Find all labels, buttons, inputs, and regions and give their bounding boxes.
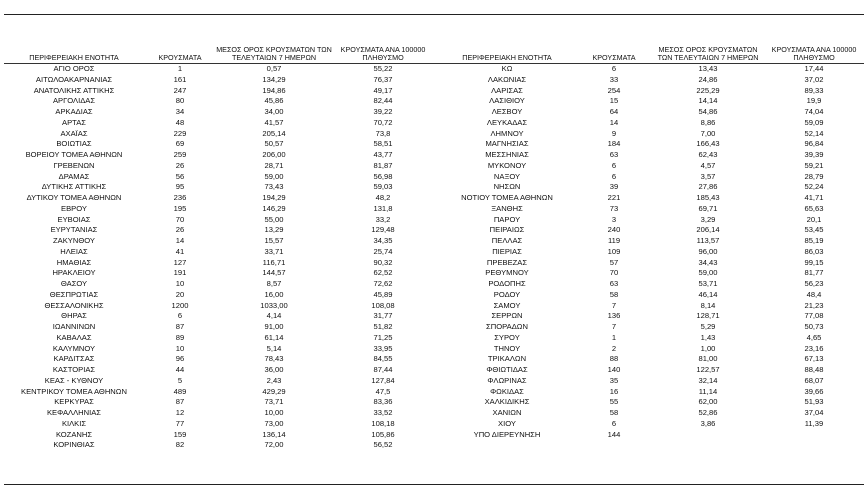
avg7-cell: 1,43 (700, 332, 716, 342)
region-cell: ΦΩΚΙΔΑΣ (490, 386, 524, 396)
region-cell: ΜΥΚΟΝΟΥ (487, 160, 527, 170)
avg7-cell: 13,29 (264, 225, 284, 235)
region-cell: ΦΛΩΡΙΝΑΣ (487, 375, 527, 385)
region-cell: ΚΕΝΤΡΙΚΟΥ ΤΟΜΕΑ ΑΘΗΝΩΝ (21, 386, 127, 396)
per100k-cell: 88,48 (804, 365, 824, 374)
header-per100k: ΚΡΟΥΣΜΑΤΑ ΑΝΑ 100000 ΠΛΗΘΥΣΜΟ (340, 44, 426, 63)
cases-cell: 6 (611, 418, 617, 428)
cases-cell: 489 (173, 386, 187, 396)
avg7-cell: 61,14 (264, 332, 284, 342)
region-cell: ΠΙΕΡΙΑΣ (492, 246, 522, 256)
cases-cell: 70 (609, 268, 619, 278)
per100k-cell: 19,9 (806, 96, 822, 106)
cases-cell: 254 (607, 85, 621, 95)
avg7-cell: 59,00 (698, 268, 718, 278)
per100k-cell: 53,45 (804, 225, 824, 235)
cases-cell: 221 (607, 193, 621, 202)
region-cell: ΓΡΕΒΕΝΩΝ (53, 160, 95, 170)
per100k-cell: 37,02 (804, 74, 824, 84)
bottom-rule (4, 484, 864, 485)
cases-cell: 236 (173, 193, 187, 202)
region-cell: ΝΑΞΟΥ (493, 171, 521, 181)
cases-cell: 161 (173, 74, 187, 84)
avg7-cell: 1033,00 (260, 300, 288, 310)
cases-cell: 80 (175, 96, 185, 106)
per100k-cell: 68,07 (804, 375, 824, 385)
avg7-cell: 8,86 (700, 117, 716, 127)
region-cell: ΧΑΝΙΩΝ (492, 408, 522, 417)
region-cell: ΗΜΑΘΙΑΣ (56, 257, 92, 267)
per100k-cell: 108,08 (371, 300, 395, 310)
avg7-cell: 46,14 (698, 289, 718, 299)
header-cases: ΚΡΟΥΣΜΑΤΑ (592, 53, 636, 63)
cases-cell: 10 (175, 279, 185, 288)
region-cell: ΑΓΙΟ ΟΡΟΣ (53, 64, 95, 73)
cases-cell: 12 (175, 408, 185, 417)
cases-cell: 136 (607, 311, 621, 321)
cases-cell: 184 (607, 139, 621, 149)
cases-cell: 195 (173, 203, 187, 213)
region-cell: ΚΑΒΑΛΑΣ (56, 332, 92, 342)
per100k-cell: 37,04 (804, 408, 824, 417)
region-cell: ΤΗΝΟΥ (493, 343, 521, 353)
avg7-cell: 225,29 (696, 85, 720, 95)
avg7-cell: 73,00 (264, 418, 284, 428)
per100k-cell: 39,22 (373, 107, 393, 116)
region-cell: ΣΠΟΡΑΔΩΝ (486, 322, 528, 331)
cases-cell: 2 (611, 343, 617, 353)
per100k-cell: 129,48 (371, 225, 395, 235)
per100k-cell: 72,62 (373, 279, 393, 288)
avg7-cell: 4,14 (266, 311, 282, 321)
region-cell: ΛΗΜΝΟΥ (490, 128, 524, 138)
per100k-cell: 82,44 (373, 96, 393, 106)
cases-cell: 69 (175, 139, 185, 149)
per100k-cell: 96,84 (804, 139, 824, 149)
per100k-cell: 4,65 (806, 332, 822, 342)
per100k-cell: 33,52 (373, 408, 393, 417)
region-cell: ΦΘΙΩΤΙΔΑΣ (486, 365, 528, 374)
per100k-cell: 67,13 (804, 354, 824, 364)
region-cell: ΛΑΡΙΣΑΣ (491, 85, 523, 95)
per100k-cell: 81,87 (373, 160, 393, 170)
per100k-cell: 45,89 (373, 289, 393, 299)
cases-cell: 39 (609, 182, 619, 192)
per100k-cell: 86,03 (804, 246, 824, 256)
cases-cell: 259 (173, 150, 187, 159)
per100k-cell: 48,2 (375, 193, 391, 202)
cases-cell: 63 (609, 150, 619, 159)
avg7-cell: 69,71 (698, 203, 718, 213)
region-cell: ΒΟΡΕΙΟΥ ΤΟΜΕΑ ΑΘΗΝΩΝ (25, 150, 123, 159)
avg7-cell: 15,57 (264, 236, 284, 245)
region-cell: ΡΕΘΥΜΝΟΥ (485, 268, 529, 278)
cases-cell: 63 (609, 279, 619, 288)
per100k-cell: 73,8 (375, 128, 391, 138)
per100k-cell: 105,86 (371, 429, 395, 439)
avg7-cell: 429,29 (262, 386, 286, 396)
avg7-cell: 144,57 (262, 268, 286, 278)
per100k-cell: 48,4 (806, 289, 822, 299)
cases-cell: 73 (609, 203, 619, 213)
region-cell: ΥΠΟ ΔΙΕΡΕΥΝΗΣΗ (473, 429, 541, 439)
region-cell: ΑΡΤΑΣ (62, 117, 86, 127)
region-cell: ΡΟΔΟΠΗΣ (488, 279, 526, 288)
avg7-cell: 73,71 (264, 397, 284, 407)
cases-cell: 33 (609, 74, 619, 84)
cases-cell: 41 (175, 246, 185, 256)
avg7-cell: 116,71 (262, 257, 286, 267)
cases-cell: 16 (609, 386, 619, 396)
cases-cell: 89 (175, 332, 185, 342)
region-cell: ΧΙΟΥ (498, 418, 516, 428)
avg7-cell: 96,00 (698, 246, 718, 256)
cases-cell: 87 (175, 397, 185, 407)
per100k-cell: 50,73 (804, 322, 824, 331)
per100k-cell: 21,23 (804, 300, 824, 310)
cases-cell: 96 (175, 354, 185, 364)
per100k-cell: 84,55 (373, 354, 393, 364)
region-cell: ΠΑΡΟΥ (493, 214, 521, 224)
avg7-cell: 113,57 (696, 236, 720, 245)
per100k-cell: 70,72 (373, 117, 393, 127)
region-cell: ΚΑΛΥΜΝΟΥ (52, 343, 96, 353)
header-cases: ΚΡΟΥΣΜΑΤΑ (158, 53, 202, 63)
avg7-cell: 36,00 (264, 365, 284, 374)
region-cell: ΘΕΣΣΑΛΟΝΙΚΗΣ (44, 300, 104, 310)
per100k-cell: 56,52 (373, 440, 393, 450)
per100k-cell: 89,33 (804, 85, 824, 95)
cases-cell: 119 (607, 236, 621, 245)
region-cell: ΝΗΣΩΝ (493, 182, 521, 192)
region-cell: ΞΑΝΘΗΣ (491, 203, 523, 213)
per100k-cell: 33,2 (375, 214, 391, 224)
region-cell: ΚΑΡΔΙΤΣΑΣ (53, 354, 95, 364)
avg7-cell: 7,00 (700, 128, 716, 138)
header-avg7: ΜΕΣΟΣ ΟΡΟΣ ΚΡΟΥΣΜΑΤΩΝ ΤΩΝ ΤΕΛΕΥΤΑΙΩΝ 7 ΗΜΕΡΩΝ (657, 44, 759, 63)
per100k-cell: 56,98 (373, 171, 393, 181)
header-region: ΠΕΡΙΦΕΡΕΙΑΚΗ ΕΝΟΤΗΤΑ (462, 53, 552, 63)
per100k-cell: 127,84 (371, 375, 395, 385)
region-cell: ΘΗΡΑΣ (61, 311, 87, 321)
cases-cell: 55 (609, 397, 619, 407)
avg7-cell: 14,14 (698, 96, 718, 106)
avg7-cell: 33,71 (264, 246, 284, 256)
region-cell: ΑΙΤΩΛΟΑΚΑΡΝΑΝΙΑΣ (35, 74, 113, 84)
region-cell: ΛΕΣΒΟΥ (491, 107, 523, 116)
cases-cell: 6 (611, 64, 617, 73)
per100k-cell: 39,66 (804, 386, 824, 396)
region-cell: ΡΟΔΟΥ (493, 289, 521, 299)
avg7-cell: 146,29 (262, 203, 286, 213)
avg7-cell: 16,00 (264, 289, 284, 299)
per100k-cell: 47,5 (375, 386, 391, 396)
cases-cell: 10 (175, 343, 185, 353)
avg7-cell: 10,00 (264, 408, 284, 417)
region-cell: ΚΩ (501, 64, 513, 73)
cases-cell: 95 (175, 182, 185, 192)
region-cell: ΒΟΙΩΤΙΑΣ (56, 139, 92, 149)
avg7-cell: 5,29 (700, 322, 716, 331)
avg7-cell: 5,14 (266, 343, 282, 353)
cases-cell: 14 (609, 117, 619, 127)
avg7-cell: 8,14 (700, 300, 716, 310)
avg7-cell: 34,00 (264, 107, 284, 116)
per100k-cell: 71,25 (373, 332, 393, 342)
avg7-cell: 13,43 (698, 64, 718, 73)
cases-cell: 127 (173, 257, 187, 267)
cases-cell: 7 (611, 300, 617, 310)
avg7-cell: 59,00 (264, 171, 284, 181)
cases-cell: 26 (175, 225, 185, 235)
per100k-cell: 33,95 (373, 343, 393, 353)
avg7-cell: 3,29 (700, 214, 716, 224)
cases-cell: 240 (607, 225, 621, 235)
cases-cell: 1 (177, 64, 183, 73)
region-cell: ΕΒΡΟΥ (61, 203, 87, 213)
per100k-cell: 23,16 (804, 343, 824, 353)
per100k-cell: 41,71 (804, 193, 824, 202)
region-cell: ΔΡΑΜΑΣ (58, 171, 90, 181)
cases-cell: 1200 (171, 300, 189, 310)
region-cell: ΣΥΡΟΥ (494, 332, 520, 342)
region-cell: ΕΥΒΟΙΑΣ (57, 214, 91, 224)
per100k-cell: 77,08 (804, 311, 824, 321)
avg7-cell: 55,00 (264, 214, 284, 224)
region-cell: ΙΩΑΝΝΙΝΩΝ (52, 322, 96, 331)
avg7-cell: 4,57 (700, 160, 716, 170)
cases-cell: 144 (607, 429, 621, 439)
avg7-cell: 62,43 (698, 150, 718, 159)
per100k-cell: 11,39 (804, 418, 824, 428)
avg7-cell: 185,43 (696, 193, 720, 202)
region-cell: ΛΑΣΙΘΙΟΥ (489, 96, 525, 106)
top-rule (4, 14, 864, 15)
avg7-cell: 50,57 (264, 139, 284, 149)
per100k-cell: 59,09 (804, 117, 824, 127)
region-cell: ΝΟΤΙΟΥ ΤΟΜΕΑ ΑΘΗΝΩΝ (461, 193, 553, 202)
header-per100k: ΚΡΟΥΣΜΑΤΑ ΑΝΑ 100000 ΠΛΗΘΥΣΜΟ (771, 44, 857, 63)
cases-cell: 57 (609, 257, 619, 267)
region-cell: ΘΕΣΠΡΩΤΙΑΣ (49, 289, 99, 299)
cases-cell: 140 (607, 365, 621, 374)
per100k-cell: 58,51 (373, 139, 393, 149)
avg7-cell: 2,43 (266, 375, 282, 385)
region-cell: ΔΥΤΙΚΗΣ ΑΤΤΙΚΗΣ (41, 182, 107, 192)
per100k-cell: 43,77 (373, 150, 393, 159)
cases-cell: 6 (611, 160, 617, 170)
cases-cell: 20 (175, 289, 185, 299)
region-cell: ΣΕΡΡΩΝ (491, 311, 523, 321)
region-cell: ΠΕΙΡΑΙΩΣ (489, 225, 525, 235)
cases-cell: 6 (177, 311, 183, 321)
region-cell: ΤΡΙΚΑΛΩΝ (487, 354, 527, 364)
cases-cell: 58 (609, 408, 619, 417)
region-cell: ΖΑΚΥΝΘΟΥ (53, 236, 95, 245)
region-cell: ΠΕΛΛΑΣ (491, 236, 523, 245)
region-cell: ΚΟΖΑΝΗΣ (55, 429, 93, 439)
per100k-cell: 76,37 (373, 74, 393, 84)
region-cell: ΚΙΛΚΙΣ (61, 418, 87, 428)
avg7-cell: 81,00 (698, 354, 718, 364)
per100k-cell: 20,1 (806, 214, 822, 224)
per100k-cell: 59,21 (804, 160, 824, 170)
per100k-cell: 51,82 (373, 322, 393, 331)
region-cell: ΑΧΑΪΑΣ (60, 128, 88, 138)
avg7-cell: 54,86 (698, 107, 718, 116)
per100k-cell: 28,79 (804, 171, 824, 181)
region-cell: ΚΕΦΑΛΛΗΝΙΑΣ (46, 408, 102, 417)
per100k-cell: 85,19 (804, 236, 824, 245)
avg7-cell: 11,14 (698, 386, 718, 396)
per100k-cell: 81,77 (804, 268, 824, 278)
region-cell: ΛΑΚΩΝΙΑΣ (487, 74, 527, 84)
cases-cell: 191 (173, 268, 187, 278)
region-cell: ΧΑΛΚΙΔΙΚΗΣ (484, 397, 530, 407)
cases-cell: 9 (611, 128, 617, 138)
region-cell: ΑΡΓΟΛΙΔΑΣ (52, 96, 96, 106)
per100k-cell: 51,93 (804, 397, 824, 407)
per100k-cell: 90,32 (373, 257, 393, 267)
header-region: ΠΕΡΙΦΕΡΕΙΑΚΗ ΕΝΟΤΗΤΑ (29, 53, 119, 63)
per100k-cell: 56,23 (804, 279, 824, 288)
cases-cell: 14 (175, 236, 185, 245)
per100k-cell: 52,24 (804, 182, 824, 192)
region-cell: ΚΕΡΚΥΡΑΣ (54, 397, 94, 407)
avg7-cell: 32,14 (698, 375, 718, 385)
cases-cell: 82 (175, 440, 185, 450)
region-cell: ΜΑΓΝΗΣΙΑΣ (485, 139, 529, 149)
avg7-cell: 78,43 (264, 354, 284, 364)
cases-cell: 109 (607, 246, 621, 256)
avg7-cell: 122,57 (696, 365, 720, 374)
cases-cell: 229 (173, 128, 187, 138)
cases-cell: 87 (175, 322, 185, 331)
avg7-cell: 8,57 (266, 279, 282, 288)
cases-cell: 58 (609, 289, 619, 299)
region-cell: ΗΛΕΙΑΣ (60, 246, 88, 256)
avg7-cell: 3,86 (700, 418, 716, 428)
cases-cell: 247 (173, 85, 187, 95)
region-cell: ΜΕΣΣΗΝΙΑΣ (485, 150, 529, 159)
avg7-cell: 206,14 (696, 225, 720, 235)
region-cell: ΗΡΑΚΛΕΙΟΥ (52, 268, 96, 278)
avg7-cell: 136,14 (262, 429, 286, 439)
avg7-cell: 45,86 (264, 96, 284, 106)
cases-cell: 15 (609, 96, 619, 106)
region-cell: ΚΕΑΣ - ΚΥΘΝΟΥ (44, 375, 104, 385)
cases-cell: 3 (611, 214, 617, 224)
per100k-cell: 65,63 (804, 203, 824, 213)
avg7-cell: 205,14 (262, 128, 286, 138)
per100k-cell: 34,35 (373, 236, 393, 245)
cases-cell: 35 (609, 375, 619, 385)
header-rule (4, 63, 864, 64)
avg7-cell: 27,86 (698, 182, 718, 192)
region-cell: ΣΑΜΟΥ (493, 300, 521, 310)
per100k-cell: 39,39 (804, 150, 824, 159)
cases-cell: 26 (175, 160, 185, 170)
cases-cell: 56 (175, 171, 185, 181)
avg7-cell: 62,00 (698, 397, 718, 407)
region-cell: ΑΝΑΤΟΛΙΚΗΣ ΑΤΤΙΚΗΣ (33, 85, 115, 95)
avg7-cell: 3,57 (700, 171, 716, 181)
cases-cell: 70 (175, 214, 185, 224)
per100k-cell: 59,03 (373, 182, 393, 192)
header-avg7: ΜΕΣΟΣ ΟΡΟΣ ΚΡΟΥΣΜΑΤΩΝ ΤΩΝ ΤΕΛΕΥΤΑΙΩΝ 7 ΗΜΕΡΩΝ (216, 44, 332, 63)
region-cell: ΔΥΤΙΚΟΥ ΤΟΜΕΑ ΑΘΗΝΩΝ (26, 193, 122, 202)
cases-cell: 44 (175, 365, 185, 374)
per100k-cell: 17,44 (804, 64, 824, 73)
per100k-cell: 108,18 (371, 418, 395, 428)
per100k-cell: 55,22 (373, 64, 393, 73)
cases-cell: 159 (173, 429, 187, 439)
per100k-cell: 25,74 (373, 246, 393, 256)
avg7-cell: 91,00 (264, 322, 284, 331)
avg7-cell: 24,86 (698, 74, 718, 84)
cases-cell: 77 (175, 418, 185, 428)
avg7-cell: 134,29 (262, 74, 286, 84)
cases-cell: 34 (175, 107, 185, 116)
per100k-cell: 62,52 (373, 268, 393, 278)
cases-cell: 7 (611, 322, 617, 331)
avg7-cell: 194,86 (262, 85, 286, 95)
region-cell: ΚΑΣΤΟΡΙΑΣ (52, 365, 96, 374)
per100k-cell: 74,04 (804, 107, 824, 116)
per100k-cell: 49,17 (373, 85, 393, 95)
avg7-cell: 72,00 (264, 440, 284, 450)
per100k-cell: 31,77 (373, 311, 393, 321)
avg7-cell: 73,43 (264, 182, 284, 192)
per100k-cell: 99,15 (804, 257, 824, 267)
avg7-cell: 34,43 (698, 257, 718, 267)
avg7-cell: 28,71 (264, 160, 284, 170)
avg7-cell: 0,57 (266, 64, 282, 73)
region-cell: ΠΡΕΒΕΖΑΣ (486, 257, 528, 267)
avg7-cell: 166,43 (696, 139, 720, 149)
per100k-cell: 87,44 (373, 365, 393, 374)
region-cell: ΘΑΣΟΥ (60, 279, 88, 288)
region-cell: ΚΟΡΙΝΘΙΑΣ (53, 440, 95, 450)
cases-cell: 5 (177, 375, 183, 385)
region-cell: ΑΡΚΑΔΙΑΣ (55, 107, 93, 116)
per100k-cell: 83,36 (373, 397, 393, 407)
cases-cell: 6 (611, 171, 617, 181)
avg7-cell: 194,29 (262, 193, 286, 202)
cases-cell: 48 (175, 117, 185, 127)
cases-cell: 1 (611, 332, 617, 342)
avg7-cell: 52,86 (698, 408, 718, 417)
region-cell: ΕΥΡΥΤΑΝΙΑΣ (50, 225, 98, 235)
per100k-cell: 52,14 (804, 128, 824, 138)
per100k-cell: 131,8 (373, 203, 393, 213)
region-cell: ΛΕΥΚΑΔΑΣ (486, 117, 528, 127)
cases-cell: 64 (609, 107, 619, 116)
avg7-cell: 128,71 (696, 311, 720, 321)
avg7-cell: 1,00 (700, 343, 716, 353)
avg7-cell: 41,57 (264, 117, 284, 127)
avg7-cell: 206,00 (262, 150, 286, 159)
avg7-cell: 53,71 (698, 279, 718, 288)
cases-cell: 88 (609, 354, 619, 364)
